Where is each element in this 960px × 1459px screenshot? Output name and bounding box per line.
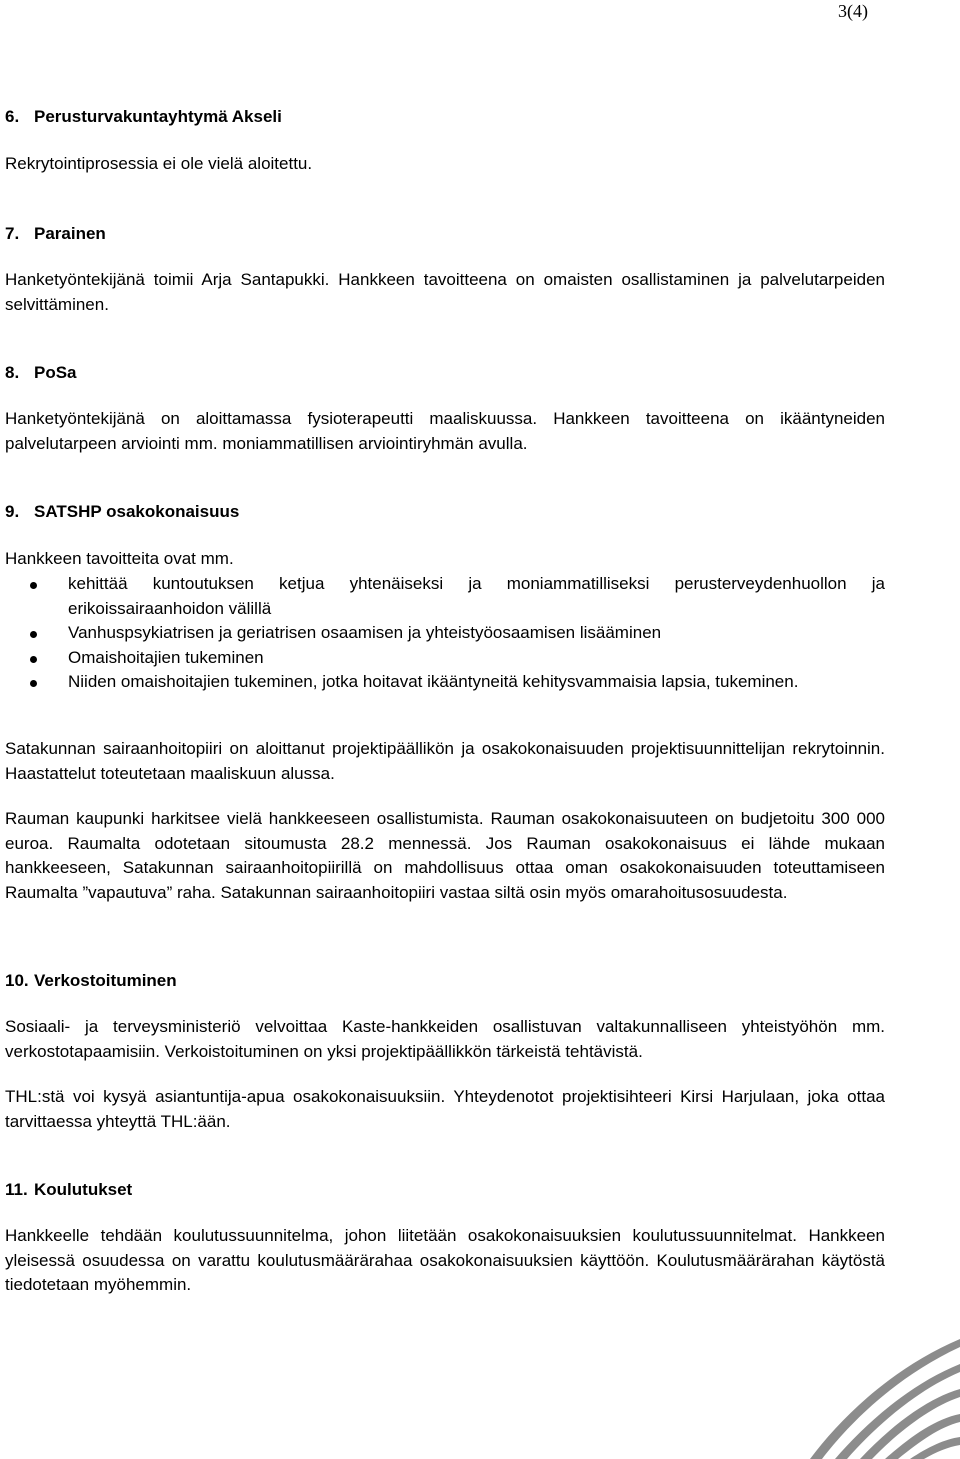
bullet-dot-icon xyxy=(30,680,37,687)
section-9-paragraph-2: Rauman kaupunki harkitsee vielä hankkeeseen osallistumista. Rauman osakokonaisuuteen on budjetoitu 300 000 euroa. Raumalta odotetaan sitoumusta 28.2 mennessä. Jos Rauman osakokonaisuus ei lähde mukaan hankkeeseen, Satakunnan sairaanhoitopiirillä on mahdollisuus ottaa oman osakokonaisuuden toteuttamiseen Raumalta ”vapautuva” raha. Satakunnan sairaanhoitopiiri vastaa siltä osin myös omarahoitusosuudesta. xyxy=(5,809,885,902)
bullet-dot-icon xyxy=(30,631,37,638)
section-6-number: 6. xyxy=(5,107,20,126)
section-7-number: 7. xyxy=(5,224,20,243)
section-11-heading xyxy=(5,1178,885,1203)
list-item-text: Vanhuspsykiatrisen ja geriatrisen osaamisen ja yhteistyöosaamisen lisääminen xyxy=(68,623,662,642)
list-item-text: kehittää kuntoutuksen ketjua yhtenäiseksi ja moniammatilliseksi perusterveydenhuollon ja erikoissairaanhoidon välillä xyxy=(68,574,885,618)
list-item-text: Omaishoitajien tukeminen xyxy=(68,647,264,667)
corner-wave-graphic xyxy=(750,1299,960,1459)
bullet-dot-icon xyxy=(30,656,37,663)
section-6-body: Rekrytointiprosessia ei ole vielä aloitettu. xyxy=(5,154,313,173)
section-11-title: Koulutukset xyxy=(34,1180,133,1199)
section-10-paragraph-1: Sosiaali- ja terveysministeriö velvoittaa Kaste-hankkeiden osallistuvan valtakunnalliseen yhteistyöhön mm. verkostotapaamisiin. Verkoistoituminen on yksi projektipäällikkön tärkeistä tehtävistä. xyxy=(5,1017,885,1061)
section-8-title: PoSa xyxy=(34,363,77,382)
section-7-body: Hanketyöntekijänä toimii Arja Santapukki. Hankkeen tavoitteena on omaisten osallistaminen ja palvelutarpeiden selvittäminen. xyxy=(5,270,885,314)
section-6-heading xyxy=(5,105,885,130)
section-8-heading xyxy=(5,361,885,386)
list-item xyxy=(5,646,885,671)
section-10-paragraph-2: THL:stä voi kysyä asiantuntija-apua osakokonaisuuksiin. Yhteydenotot projektisihteeri Kirsi Harjulaan, joka ottaa tarvittaessa yhteyttä THL:ään. xyxy=(5,1087,885,1131)
page-number: 3(4) xyxy=(838,1,868,21)
list-item-text: Niiden omaishoitajien tukeminen, jotka hoitavat ikääntyneitä kehitysvammaisia lapsia, tukeminen. xyxy=(68,672,799,691)
section-8-number: 8. xyxy=(5,363,20,382)
list-item xyxy=(5,572,885,621)
section-8-body: Hanketyöntekijänä on aloittamassa fysioterapeutti maaliskuussa. Hankkeen tavoitteena on ikääntyneiden palvelutarpeen arviointi mm. moniammatillisen arviointiryhmän avulla. xyxy=(5,409,885,453)
section-11-number: 11. xyxy=(5,1180,28,1199)
section-6-title: Perusturvakuntayhtymä Akseli xyxy=(34,107,282,126)
list-item xyxy=(5,621,885,646)
bullet-dot-icon xyxy=(30,582,37,589)
section-9-title: SATSHP osakokonaisuus xyxy=(34,502,240,521)
section-9-paragraph-1: Satakunnan sairaanhoitopiiri on aloittanut projektipäällikön ja osakokonaisuuden projektisuunnittelijan rekrytoinnin. Haastattelut toteutetaan maaliskuun alussa. xyxy=(5,739,885,783)
section-7-heading xyxy=(5,222,885,247)
section-10-number: 10. xyxy=(5,971,29,990)
section-10-title: Verkostoituminen xyxy=(34,971,177,990)
section-11-body: Hankkeelle tehdään koulutussuunnitelma, johon liitetään osakokonaisuuksien koulutussuunnitelmat. Hankkeen yleisessä osuudessa on varattu koulutusmäärärahaa osakokonaisuuksien käyttöön. Koulutusmäärärahan käytöstä tiedotetaan myöhemmin. xyxy=(5,1226,885,1294)
section-9-number: 9. xyxy=(5,502,20,521)
section-10-heading xyxy=(5,969,885,994)
section-9-heading xyxy=(5,500,885,525)
section-9-bullet-list xyxy=(5,572,885,695)
section-9-intro: Hankkeen tavoitteita ovat mm. xyxy=(5,549,234,568)
list-item xyxy=(5,670,885,695)
section-7-title: Parainen xyxy=(34,224,106,243)
